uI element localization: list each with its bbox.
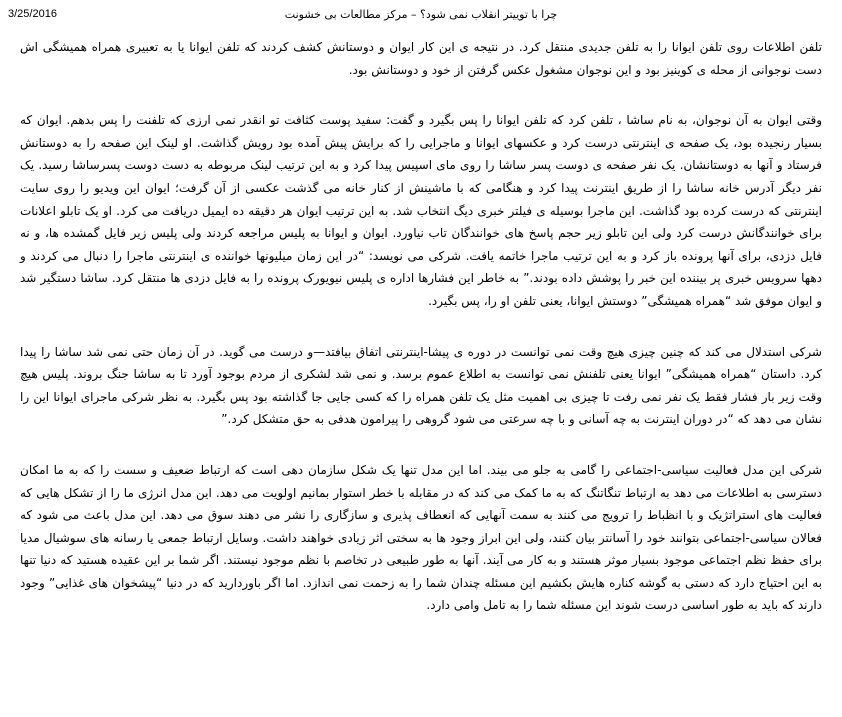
page-header — [0, 8, 842, 26]
page-title: چرا با توییتر انقلاب نمی شود؟ – مرکز مطالعات بی خشونت — [284, 8, 558, 21]
paragraph: وقتی ایوان به آن نوجوان، به نام ساشا ، تلفن کرد که تلفن ایوانا را پس بگیرد و گفت: سفید پوست کثافت تو انقدر نمی ارزی که تلفنت را پس بدهم. ایوان که بسیار رنجیده بود، یک صفحه ی اینترنتی درست کرد و عکسهای ایوانا و ماجرایی را که برایش پیش آمده بود رویش گذاشت. او لینک این صفحه را به دوستانش فرستاد و آنها به دوستانشان. یک نفر صفحه ی دوست پسر ساشا را روی مای اسپیس پیدا کرد و به این ترتیب لینک مربوطه به دست دوست پسرساشا رسید. یک نفر دیگر آدرس خانه ساشا را از طریق اینترنت پیدا کرد و هنگامی که با ماشینش از کنار خانه می گذشت عکسی از آن گرفت؛ ایوان این ویدیو را روی سایت اینترنتی که درست کرده بود گذاشت. این ماجرا بوسیله ی فیلتر خبری دیگ انتخاب شد. به این ترتیب ایوان هر دقیقه ده ایمیل دریافت می کرد. او یک تابلو اعلانات برای خوانندگانش درست کرد ولی این تابلو زیر حجم پاسخ های خوانندگان تاب نیاورد. ایوان و ایوانا به پلیس مراجعه کردند ولی پلیس زیر فایل گمشده ها، و نه فایل دزدی، برای آنها پرونده باز کرد و به این ترتیب ماجرا خاتمه یافت. شرکی می نویسد: “در این زمان میلیونها خواننده ی اینترنتی ماجرا را دنبال می کردند و دهها سرویس خبری پر بیننده این خبر را پوشش داده بودند.” به خاطر این فشارها اداره ی پلیس نیویورک پرونده را به فایل دزدی ها منتقل کرد. ساشا دستگیر شد و ایوان موفق شد “همراه همیشگی” دوستش ایوانا، یعنی تلفن او را، پس بگیرد. — [20, 113, 822, 308]
article-body — [20, 36, 822, 645]
paragraph: شرکی این مدل فعالیت سیاسی-اجتماعی را گامی به جلو می بیند. اما این مدل تنها یک شکل سازمان دهی است که ارتباط ضعیف و سست را که به ما امکان دسترسی به اطلاعات می دهد به ارتباط تنگاتنگ که به ما کمک می کند که در مقابله با خطر استوار بمانیم اولویت می دهد. این مدل انرژی ما را از تشکل هایی که فعالیت های استراتژیک و با انظباط را ترویج می کنند به سمت آنهایی که انعطاف پذیری و سازگاری را نشر می دهند سوق می دهد. این مدل باعث می شود که فعالان سیاسی-اجتماعی بتوانند خود را آسانتر بیان کنند، ولی این ابراز وجود ها به سختی اثر زیادی خواهند داشت. وسایل ارتباط جمعی یا رسانه های سوشیال مدیا برای حفظ نظم اجتماعی موجود بسیار موثر هستند و به کار می آیند. آنها به طور طبیعی در تخاصم با نظم موجود نیستند. اگر شما بر این عقیده هستید که دنیا تنها به این احتیاج دارد که دستی به گوشه کناره هایش بکشیم این مسئله چندان شما را به زحمت نمی اندازد. اما اگر باورداريد كه در دنيا “پیشخوان های غذایی” وجود دارند که باید به طور اساسی درست شوند این مسئله شما را به تامل وامی دارد. — [20, 462, 822, 613]
paragraph: شرکی استدلال می کند که چنین چیزی هیچ وقت نمی توانست در دوره ی پیشا-اینترنتی اتفاق بیافتد—و درست می گوید. در آن زمان حتی نمی شد ساشا را پیدا کرد. داستان “همراه همیشگی” ایوانا یعنی تلفنش نمی توانست به اطلاع عموم برسد. و نمی شد لشکری از مردم بوجود آورد تا به ساشا جنگ بروند. پلیس هیچ وقت زیر بار فشار فقط یک نفر نمی رفت تا چیزی بی اهمیت مثل یک تلفن همراه را که کسی جایی جا گذاشته بود پس بگیرد. به نظر شرکی ماجرای ایوانا این را نشان می دهد که “در دوران اینترنت به چه آسانی و با چه سرعتی می شود گروهی را پیرامون هدفی به حق متشکل کرد.” — [20, 344, 822, 427]
print-date: 3/25/2016 — [8, 8, 57, 20]
paragraph: تلفن اطلاعات روی تلفن ایوانا را به تلفن جدیدی منتقل کرد. در نتیجه ی این کار ایوان و دوستانش کشف کردند که تلفن ایوانا یا به تعبیری همراه همیشگی اش دست نوجوانی از محله ی کوینیز بود و این نوجوان مشغول عکس گرفتن از خود و دوستانش بود. — [20, 40, 822, 77]
